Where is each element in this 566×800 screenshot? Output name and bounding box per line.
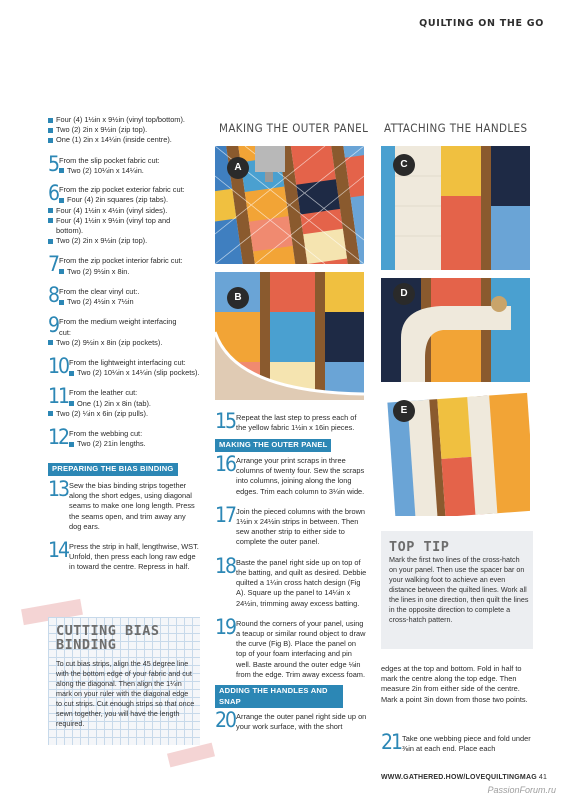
- bullet-icon: [48, 118, 53, 123]
- bullet-icon: [69, 371, 74, 376]
- list-item: Two (2) 2in x 9½in (zip top).: [48, 236, 200, 246]
- step-text: From the slip pocket fabric cut:: [59, 155, 160, 165]
- step-number: 8: [48, 282, 59, 307]
- page-footer: [381, 773, 547, 783]
- instructions-column-3-step: [381, 730, 533, 754]
- step-text: Repeat the last step to press each of the yellow fabric 1½in x 16in pieces.: [236, 413, 357, 433]
- list-item: One (1) 2in x 8in (tab).: [69, 399, 200, 409]
- step-number: 15: [215, 409, 236, 433]
- step-text: Arrange your print scraps in three columns of twenty four. Sew the scraps into columns, joining along the long edges. Trim each column to 3¼in wide.: [236, 455, 365, 496]
- instructions-column-3: [381, 664, 533, 705]
- step-number: 18: [215, 553, 236, 578]
- step-7: [48, 252, 200, 277]
- bullet-icon: [59, 168, 64, 173]
- step-21: [381, 730, 533, 754]
- list-item: Two (2) 9½in x 8in.: [59, 267, 200, 277]
- top-tip-box: [381, 531, 533, 649]
- step-text: From the clear vinyl cut:.: [59, 286, 140, 296]
- bullet-icon: [48, 411, 53, 416]
- list-item: Two (2) 2in x 9½in (zip top).: [48, 125, 200, 135]
- footer-url: WWW.GATHERED.HOW/LOVEQUILTINGMAG: [381, 774, 537, 781]
- bullet-icon: [59, 198, 64, 203]
- cutting-bias-binding-box: [48, 617, 200, 745]
- step-number: 16: [215, 451, 236, 476]
- box-text: Mark the first two lines of the cross-hatch on your panel. Then use the spacer bar on your walking foot to achieve an even distance between the quilted lines. Work all the lines in one direction, then quilt the lines in the opposite direction to complete a cross-hatch pattern.: [389, 555, 529, 624]
- list-item: Two (2) 21in lengths.: [69, 439, 200, 449]
- list-item: Two (2) 10¼in x 14¼in (slip pockets).: [69, 368, 200, 378]
- step-text: Press the strip in half, lengthwise, WST. Unfold, then press each long raw edge in toward the centre. Repress in half.: [69, 542, 199, 572]
- box-text: To cut bias strips, align the 45 degree line with the bottom edge of your fabric and cut along the diagonal. Then align the 1¼in mark on your ruler with the diagonal edge to cut strips. Cut enough strips so that once sewn together, you will have the length required.: [56, 659, 195, 728]
- step-text-continued: cut:: [59, 327, 71, 337]
- list-item: Four (4) 1½in x 4½in (vinyl sides).: [48, 206, 200, 216]
- photo-label-c: C: [393, 154, 415, 176]
- bullet-icon: [48, 138, 53, 143]
- bullet-icon: [48, 218, 53, 223]
- list-item: Four (4) 1½in x 9½in (vinyl top/bottom).: [48, 115, 200, 125]
- list-item: Four (4) 2in squares (zip tabs).: [59, 195, 200, 205]
- step-number: 20: [215, 708, 236, 732]
- step-15: [215, 409, 367, 433]
- list-item: One (1) 2in x 14¼in (inside centre).: [48, 135, 200, 145]
- step-20: [215, 708, 367, 732]
- step-11: [48, 384, 200, 409]
- step-number: 5: [48, 151, 59, 176]
- section-heading-handles-snap: ADDING THE HANDLES AND SNAP: [215, 685, 343, 708]
- bullet-icon: [48, 128, 53, 133]
- step-number: 13: [48, 476, 69, 501]
- photo-section-heading: ATTACHING THE HANDLES: [384, 121, 528, 135]
- step-text: From the zip pocket exterior fabric cut:: [59, 185, 185, 195]
- step-16: [215, 451, 367, 497]
- step-text-continued: edges at the top and bottom. Fold in half to mark the centre along the top edge. Then measure 2in from either side of the centre. Mark a point 3in down from those two points.: [381, 664, 528, 704]
- step-19: [215, 614, 367, 680]
- step-number: 21: [381, 730, 402, 754]
- photo-label-d: D: [393, 283, 415, 305]
- step-text: From the lightweight interfacing cut:: [69, 357, 186, 367]
- section-heading-bias-binding: PREPARING THE BIAS BINDING: [48, 463, 178, 475]
- bullet-icon: [48, 239, 53, 244]
- list-item-continued: bottom).: [56, 225, 84, 235]
- step-8: [48, 282, 200, 307]
- section-heading-outer-panel: MAKING THE OUTER PANEL: [215, 439, 331, 451]
- bullet-icon: [69, 442, 74, 447]
- step-12: [48, 425, 200, 450]
- step-number: 10: [48, 353, 69, 378]
- step-text: Arrange the outer panel right side up on your work surface, with the short: [236, 712, 367, 732]
- step-14: [48, 538, 200, 573]
- photo-label-b: B: [227, 287, 249, 309]
- cutting-list-column: [48, 115, 200, 573]
- list-item: Two (2) ¼in x 6in (zip pulls).: [48, 409, 200, 419]
- step-number: 19: [215, 614, 236, 639]
- step-text: Round the corners of your panel, using a teacup or similar round object to draw the curve (Fig B). Place the panel on top of your foam interfacing and pin well. Baste around the outer edge ⅛in from the edge. Trim away excess foam.: [236, 618, 366, 679]
- step-text: From the medium weight interfacing: [59, 317, 177, 327]
- step-number: 17: [215, 502, 236, 527]
- step-10: [48, 353, 200, 378]
- step-number: 6: [48, 181, 59, 206]
- washi-tape-decoration: [167, 743, 215, 768]
- step-number: 7: [48, 252, 59, 277]
- step-text: From the webbing cut:: [69, 429, 143, 439]
- step-text: From the zip pocket interior fabric cut:: [59, 256, 183, 266]
- bullet-icon: [48, 340, 53, 345]
- step-9: [48, 313, 200, 338]
- step-number: 11: [48, 384, 69, 409]
- bullet-icon: [69, 401, 74, 406]
- list-item: Two (2) 4½in x 7½in: [59, 297, 200, 307]
- step-5: [48, 151, 200, 176]
- step-18: [215, 553, 367, 609]
- step-text: From the leather cut:: [69, 388, 138, 398]
- photo-label-e: E: [393, 400, 415, 422]
- bullet-icon: [59, 300, 64, 305]
- watermark: PassionForum.ru: [487, 784, 556, 795]
- step-number: 14: [48, 538, 69, 563]
- box-title: CUTTING BIAS BINDING: [56, 623, 160, 654]
- page-number: 41: [538, 774, 548, 781]
- list-item: Two (2) 10¼in x 14¼in.: [59, 166, 200, 176]
- photo-section-heading: MAKING THE OUTER PANEL: [219, 121, 369, 135]
- step-text: Sew the bias binding strips together along the short edges, using diagonal seams to make one long length. Press the seams open, and trim away any dog ears.: [69, 480, 195, 531]
- box-title: TOP TIP: [389, 539, 450, 555]
- step-text: Baste the panel right side up on top of the batting, and quilt as desired. Debbie quilted a 1¼in cross hatch design (Fig A). Square up the panel to 14¼in x 24½in, trimming away excess batting.: [236, 557, 367, 608]
- step-text: Take one webbing piece and fold under ⅜in at each end. Place each: [402, 734, 531, 754]
- step-number: 12: [48, 425, 69, 450]
- step-6: [48, 181, 200, 206]
- list-item: Four (4) 1½in x 9½in (vinyl top and: [48, 216, 200, 226]
- page-running-head: QUILTING ON THE GO: [419, 18, 544, 29]
- step-17: [215, 502, 367, 548]
- instructions-column-2: [215, 409, 367, 732]
- step-text: Join the pieced columns with the brown 1½in x 24½in strips in between. Then sew another strip to either side to complete the outer panel.: [236, 506, 366, 547]
- step-number: 9: [48, 313, 59, 338]
- photo-label-a: A: [227, 157, 249, 179]
- list-item: Two (2) 9½in x 8in (zip pockets).: [48, 338, 200, 348]
- step-13: [48, 476, 200, 532]
- bullet-icon: [48, 208, 53, 213]
- bullet-icon: [59, 269, 64, 274]
